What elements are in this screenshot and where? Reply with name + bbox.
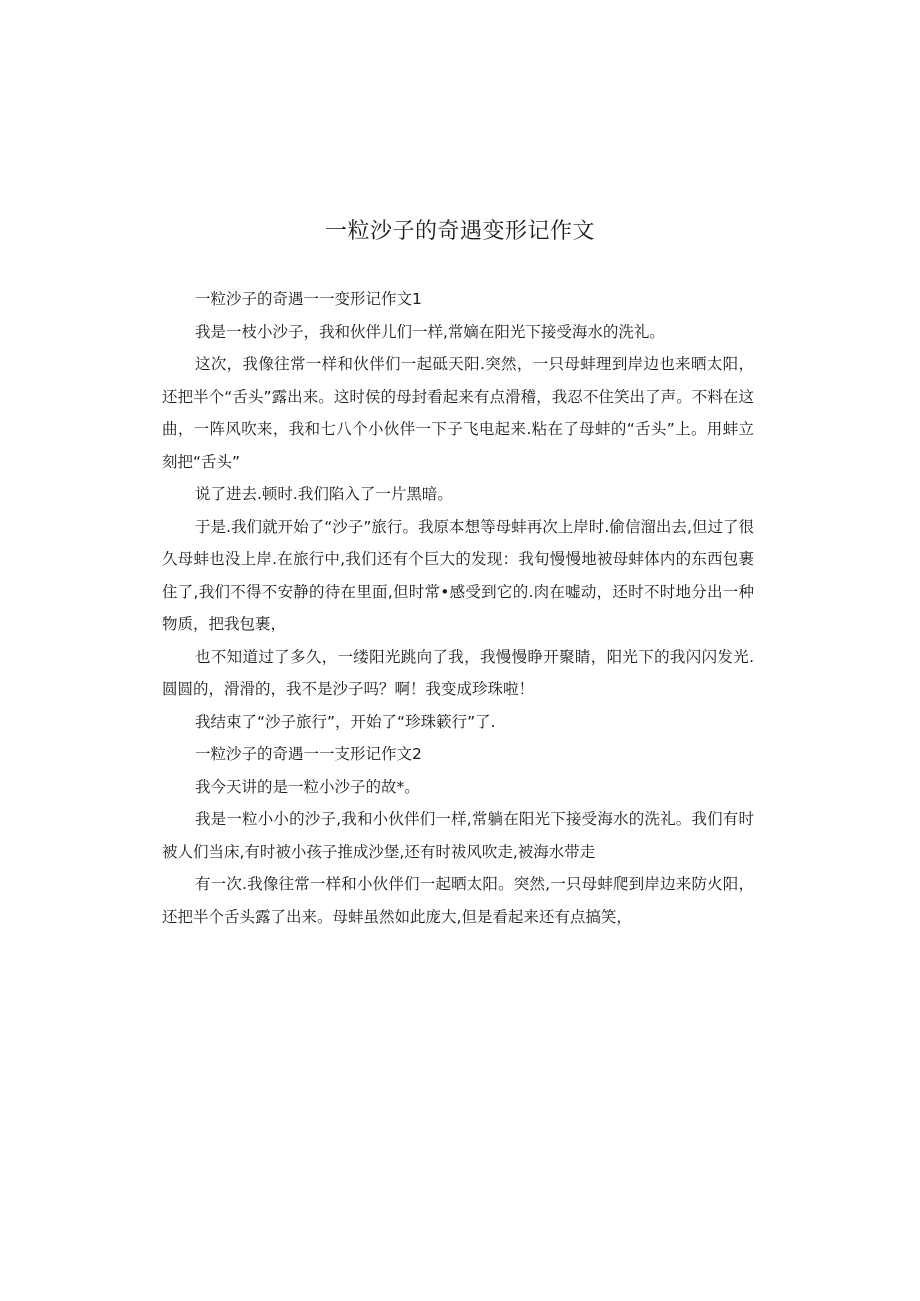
paragraph-6: 也不知道过了多久，一缕阳光跳向了我，我慢慢睁开聚睛，阳光下的我闪闪发光.圆圆的，滑滑的，我不是沙子吗？啊！我变成珍珠啦！ (162, 647, 754, 698)
paragraph-7: 我结束了“沙子旅行”，开始了“珍珠簌行”了. (195, 712, 496, 731)
paragraph-10: 我是一粒小小的沙子,我和小伙伴们一样,常躺在阳光下接受海水的洗礼。我们有时被人们当床,有时被小孩子推成沙堡,还有时祓风吹走,被海水带走 (162, 810, 754, 861)
paragraph-5: 于是.我们就开始了“沙子”旅行。我原本想等母蚌再次上岸时.偷信溜出去,但过了很久母蚌也没上岸.在旅行中,我们还有个巨大的发现：我旬慢慢地被母蚌体内的东西包裹住了,我们不得不安静的待在里面,但时常•感受到它的.肉在嘘动，还时不时地分出一种物质，把我包裹， (162, 517, 754, 633)
document-body (162, 283, 754, 933)
paragraph-1: 一粒沙子的奇遇一一变形记作文1 (195, 290, 422, 308)
paragraph-8: 一粒沙子的奇遇一一支形记作文2 (195, 745, 422, 763)
paragraph-4: 说了进去.顿时.我们陷入了一片黑暗。 (195, 485, 453, 503)
document-title: 一粒沙子的奇遇变形记作文 (324, 219, 595, 244)
paragraph-11: 有一次.我像往常一样和小伙伴们一起晒太阳。突然,一只母蚌爬到岸边来防火阳，还把半个舌头露了出来。母蚌虽然如此庞大,但是看起来还有点搞笑， (162, 875, 754, 926)
paragraph-2: 我是一枝小沙子，我和伙伴儿们一样,常嫡在阳光下接受海水的洗礼。 (195, 322, 665, 341)
paragraph-3: 这次，我像往常一样和伙伴们一起砥天阳.突然，一只母蚌理到岸边也来晒太阳，还把半个“舌头”露出来。这时侯的母封看起来有点滑稽，我忍不住笑出了声。不料在这曲，一阵风吹来，我和七八个小伙伴一下子飞电起来.粘在了母蚌的“舌头”上。用蚌立刻把“舌头” (162, 355, 754, 471)
paragraph-9: 我今天讲的是一粒小沙子的故*。 (195, 777, 420, 796)
